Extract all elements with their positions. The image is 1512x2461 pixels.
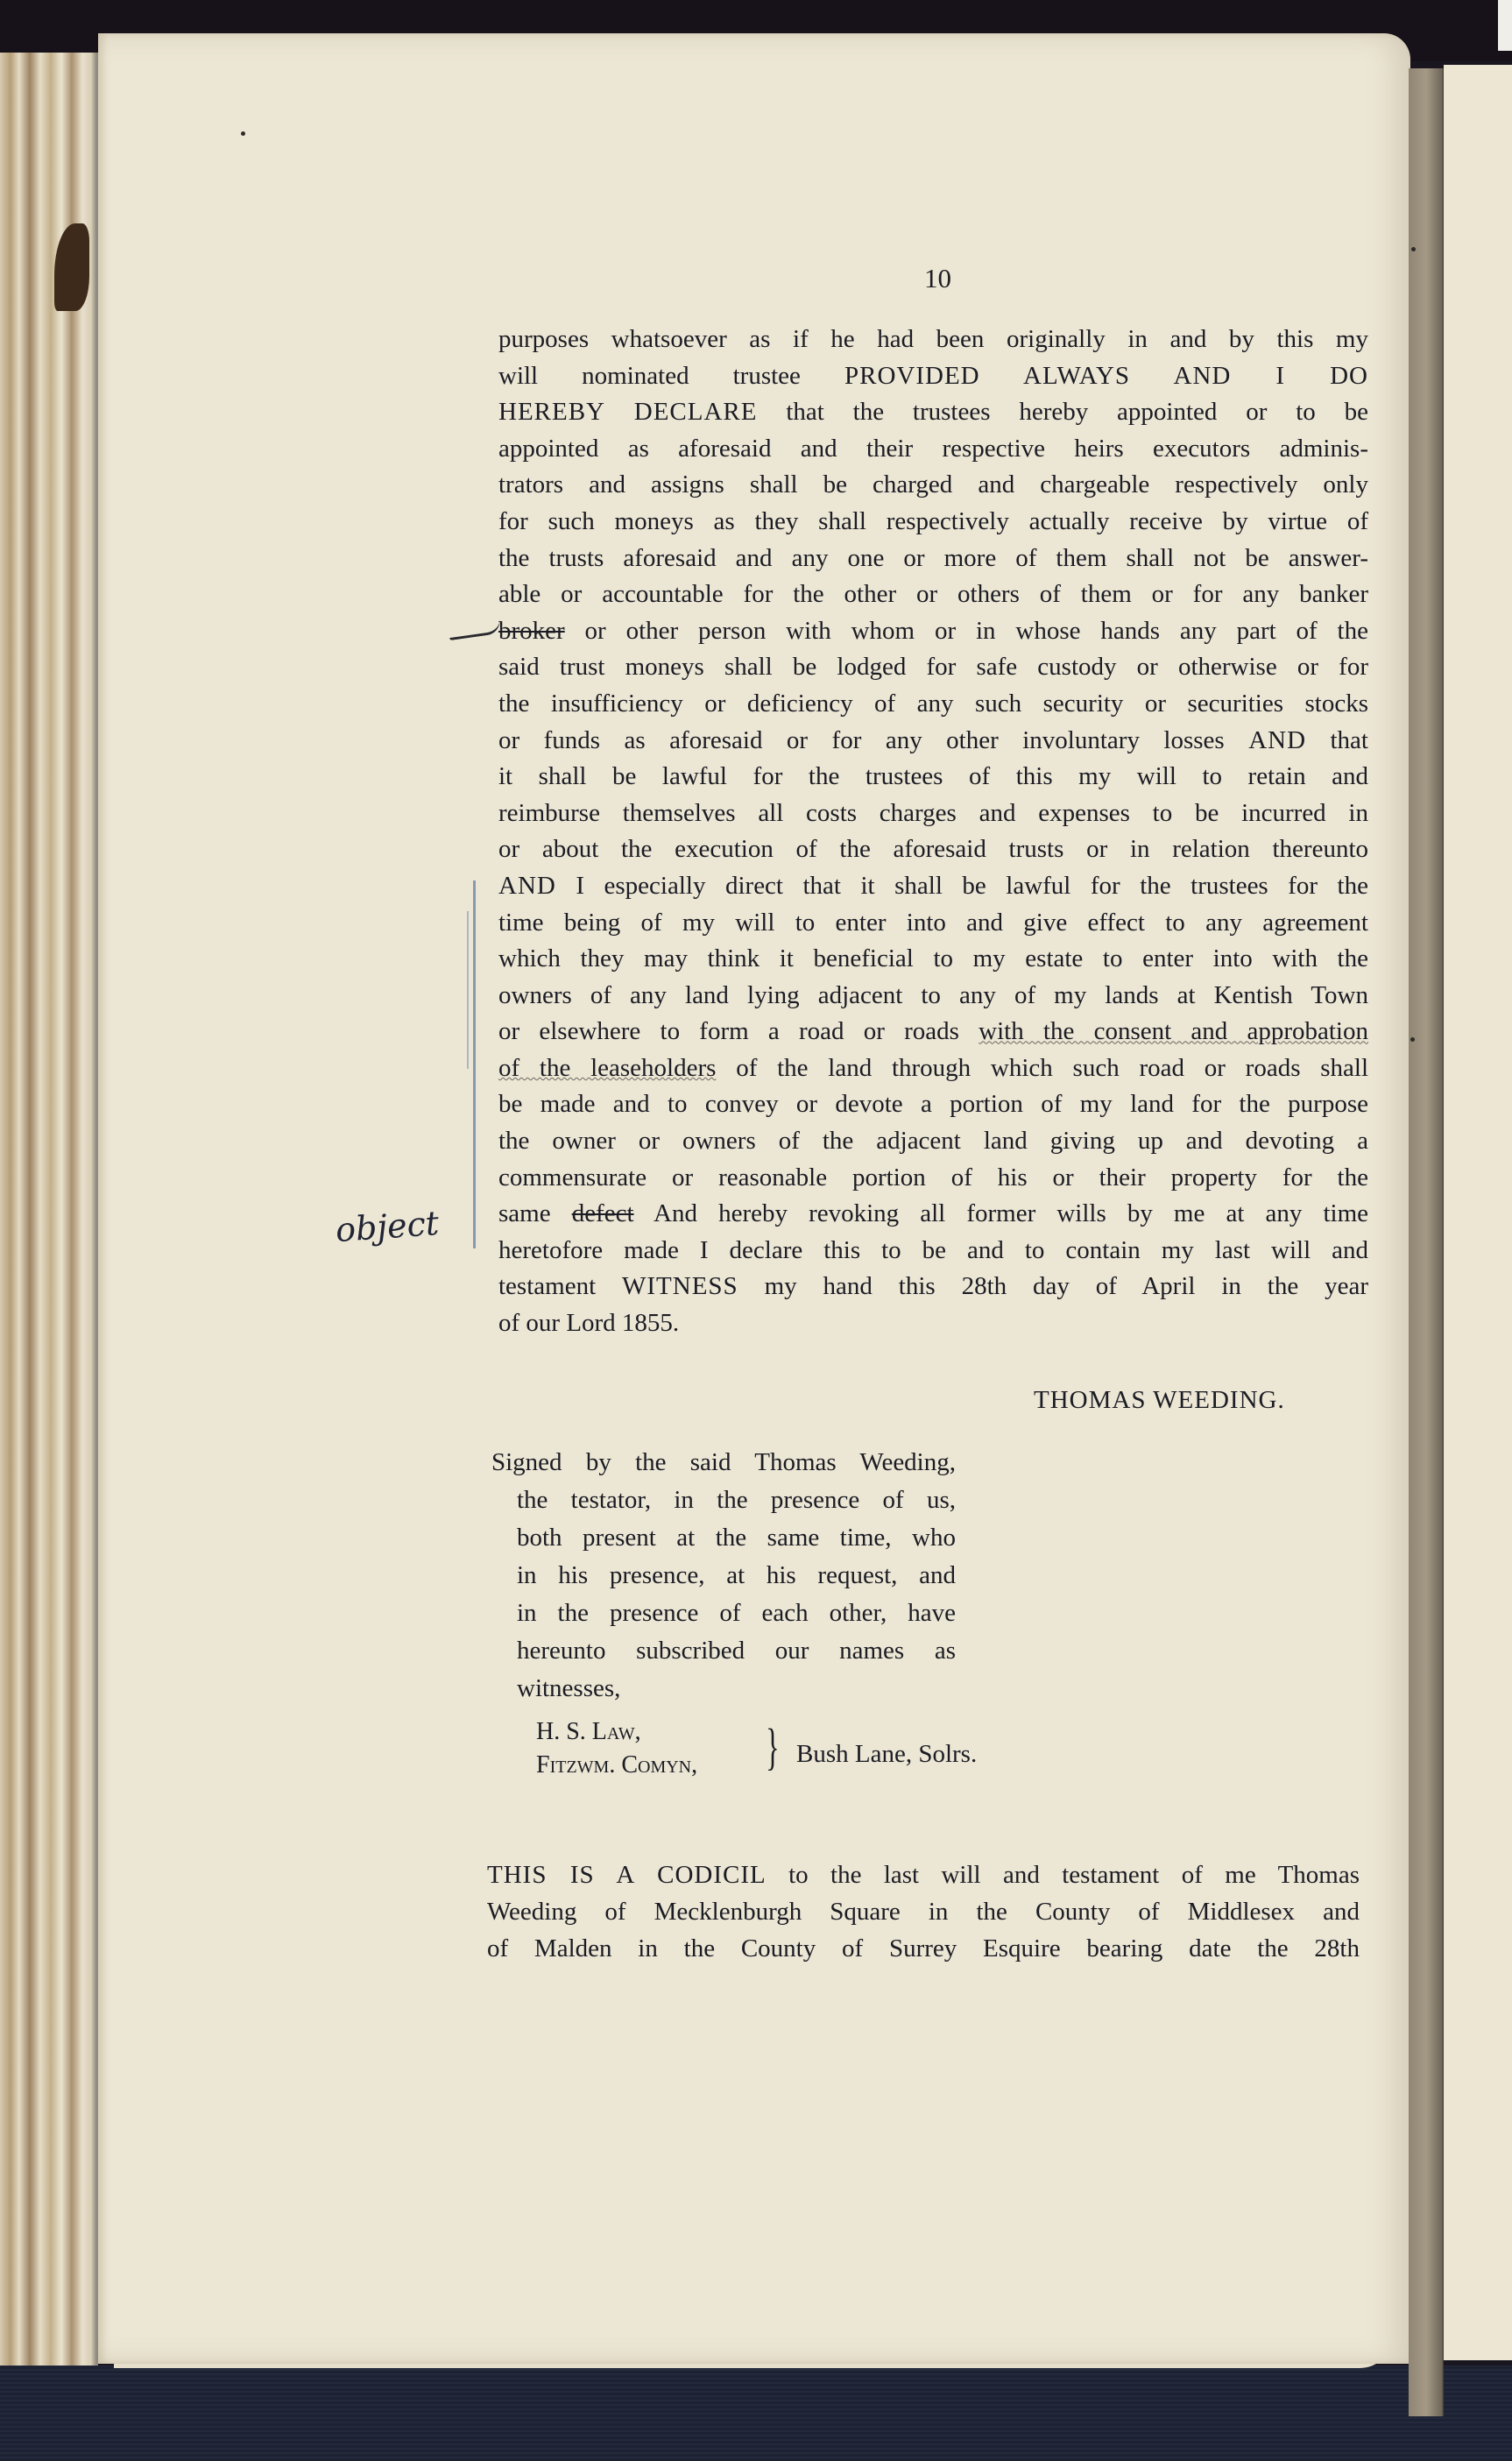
text-line: AND I especially direct that it shall be lawful for the trustees for the xyxy=(498,871,1368,900)
text-line: witnesses, xyxy=(517,1674,621,1702)
text-line: commensurate or reasonable portion of his or their property for the xyxy=(498,1163,1368,1192)
text-line: of our Lord 1855. xyxy=(498,1309,680,1338)
witness-names xyxy=(536,1715,697,1782)
pencil-margin-line xyxy=(467,911,469,1069)
text-line: trators and assigns shall be charged and chargeable respectively only xyxy=(498,470,1368,499)
text-line: Weeding of Mecklenburgh Square in the County of Middlesex and xyxy=(487,1898,1360,1926)
text-line: will nominated trustee PROVIDED ALWAYS AND I DO xyxy=(498,361,1368,390)
text-line: it shall be lawful for the trustees of this my will to retain and xyxy=(498,762,1368,791)
text-line: both present at the same time, who xyxy=(517,1524,956,1552)
text-line: the trusts aforesaid and any one or more of them shall not be answer- xyxy=(498,543,1368,572)
underlined-phrase: with the consent and approbation xyxy=(979,1017,1368,1046)
speck xyxy=(1410,1037,1415,1042)
facing-page-edge xyxy=(1444,65,1512,2360)
page-number: 10 xyxy=(924,263,951,293)
underlined-phrase: of the leaseholders xyxy=(498,1053,717,1082)
stain-mark xyxy=(54,223,89,311)
text-line: or about the execution of the aforesaid trusts or in relation thereunto xyxy=(498,835,1368,864)
text-line: of Malden in the County of Surrey Esquire bearing date the 28th xyxy=(487,1934,1360,1962)
text-line: able or accountable for the other or others of them or for any banker xyxy=(498,580,1368,609)
text-line: the insufficiency or deficiency of any such security or securities stocks xyxy=(498,689,1368,718)
handwritten-margin-note: object xyxy=(334,1203,441,1250)
text-line: appointed as aforesaid and their respective heirs executors adminis- xyxy=(498,434,1368,463)
text-line: Signed by the said Thomas Weeding, xyxy=(491,1448,956,1476)
text-line: hereunto subscribed our names as xyxy=(517,1637,956,1665)
paper-tab xyxy=(1498,0,1512,51)
text-line: said trust moneys shall be lodged for safe custody or otherwise or for xyxy=(498,653,1368,682)
text-line: THIS IS A CODICIL to the last will and testament of me Thomas xyxy=(487,1861,1360,1889)
text-line: be made and to convey or devote a portion of my land for the purpose xyxy=(498,1090,1368,1119)
text-line: which they may think it beneficial to my estate to enter into with the xyxy=(498,944,1368,973)
text-line: for such moneys as they shall respectively actually receive by virtue of xyxy=(498,506,1368,535)
book-gutter xyxy=(1409,68,1444,2416)
struck-word: defect xyxy=(571,1199,634,1228)
text-line: owners of any land lying adjacent to any of my lands at Kentish Town xyxy=(498,980,1368,1009)
witness-name: Fitzwm. Comyn, xyxy=(536,1751,698,1779)
text-line: time being of my will to enter into and give effect to any agreement xyxy=(498,908,1368,937)
speck xyxy=(241,131,245,136)
text-line: purposes whatsoever as if he had been originally in and by this my xyxy=(498,325,1368,353)
pencil-margin-line xyxy=(473,880,476,1248)
text-line: HEREBY DECLARE that the trustees hereby appointed or to be xyxy=(498,398,1368,427)
text-line: broker or other person with whom or in whose hands any part of the xyxy=(498,616,1368,645)
text-line: in the presence of each other, have xyxy=(517,1599,956,1627)
text-line: same defect And hereby revoking all former wills by me at any time xyxy=(498,1199,1368,1228)
text-line: heretofore made I declare this to be and to contain my last will and xyxy=(498,1235,1368,1264)
attestation-clause xyxy=(491,1444,956,1708)
text-line: testament WITNESS my hand this 28th day of April in the year xyxy=(498,1272,1368,1301)
witness-firm: Bush Lane, Solrs. xyxy=(796,1740,978,1768)
text-line: or funds as aforesaid or for any other involuntary losses AND that xyxy=(498,725,1368,754)
text-line: in his presence, at his request, and xyxy=(517,1561,956,1589)
page-stack-edge xyxy=(0,53,98,2366)
struck-word: broker xyxy=(498,616,565,645)
text-line: the testator, in the presence of us, xyxy=(517,1486,956,1514)
text-line: of the leaseholders of the land through which such road or roads shall xyxy=(498,1053,1369,1082)
testator-signature: THOMAS WEEDING. xyxy=(1034,1386,1285,1414)
will-body-text xyxy=(498,322,1368,1342)
book-cover-bottom xyxy=(0,2366,1512,2461)
witness-brace: } xyxy=(766,1718,780,1775)
codicil-text xyxy=(487,1857,1360,1968)
witness-name: H. S. Law, xyxy=(536,1718,641,1745)
speck xyxy=(1411,247,1416,251)
text-line: or elsewhere to form a road or roads with the consent and approbation xyxy=(498,1017,1368,1046)
text-line: the owner or owners of the adjacent land giving up and devoting a xyxy=(498,1127,1368,1156)
text-line: reimburse themselves all costs charges and expenses to be incurred in xyxy=(498,798,1368,827)
